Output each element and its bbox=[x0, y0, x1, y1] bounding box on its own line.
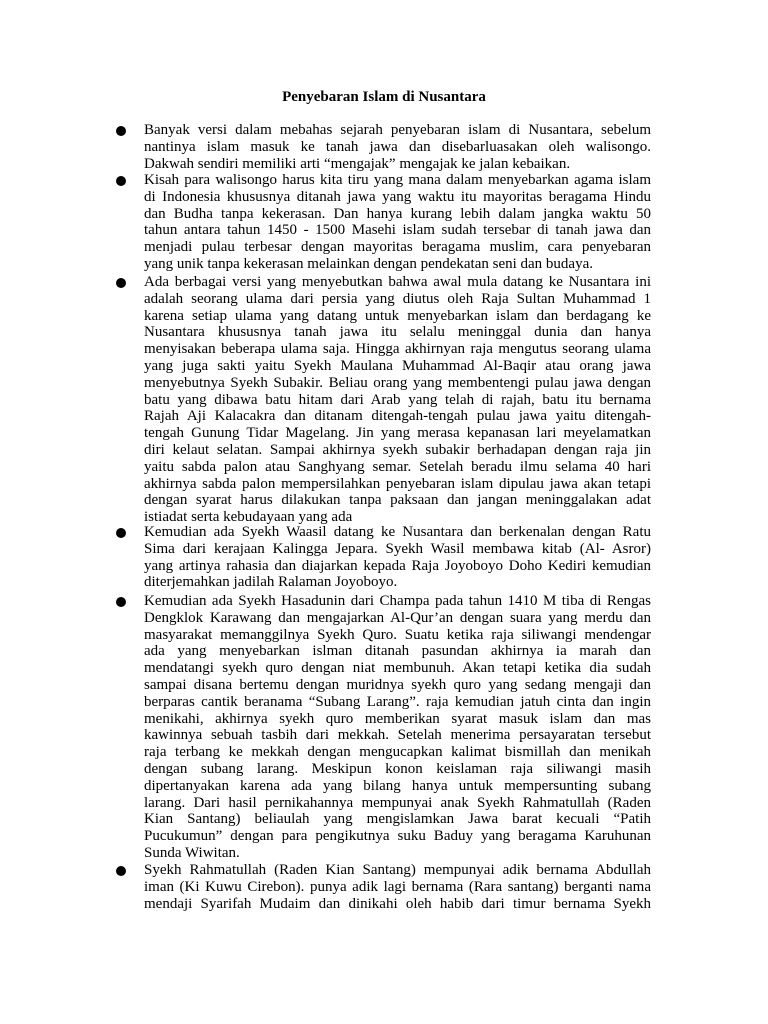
paragraph-line: Kisah para walisongo harus kita tiru yang mana dalam menyebarkan agama islam bbox=[144, 172, 651, 188]
paragraph-line: akhirnya sabda palon mempersilahkan penyebaran islam dipulau jawa akan tetapi bbox=[144, 475, 651, 492]
paragraph-line: Ada berbagai versi yang menyebutkan bahwa awal mula datang ke Nusantara ini bbox=[144, 274, 651, 290]
document-title: Penyebaran Islam di Nusantara bbox=[282, 89, 486, 105]
paragraph-line: yaitu sabda palon atau Sanghyang semar. Setelah beradu ilmu selama 40 hari bbox=[144, 458, 651, 475]
paragraph-line: menikahi, akhirnya syekh quro memberikan syarat masuk islam dan mas bbox=[144, 710, 651, 727]
paragraph-line: dipertanyakan karena ada yang bilang hanya untuk mempersunting subang bbox=[144, 777, 651, 794]
paragraph-line: batu yang dibawa batu hitam dari Arab yang telah di rajah, batu itu bernama bbox=[144, 391, 651, 408]
paragraph-line: Kemudian ada Syekh Hasadunin dari Champa pada tahun 1410 M tiba di Rengas bbox=[144, 593, 651, 609]
paragraph-line: yang artinya rahasia dan diajarkan kepada Raja Joyoboyo Doho Kediri kemudian bbox=[144, 557, 651, 574]
paragraph-line: mendaji Syarifah Mudaim dan dinikahi oleh habib dari timur bernama Syekh bbox=[144, 895, 651, 912]
paragraph-line: dengan syarat harus dilakukan tanpa paksaan dan jangan meninggalakan adat bbox=[144, 492, 651, 509]
paragraph-line: Dengklok Karawang dan mengajarkan Al-Qur’an dengan suara yang merdu dan bbox=[144, 609, 651, 626]
paragraph-line: Nusantara khususnya tanah jawa itu selalu meninggal dunia dan hanya bbox=[144, 324, 651, 341]
paragraph-line: masyarakat memanggilnya Syekh Quro. Suatu ketika raja siliwangi mendengar bbox=[144, 626, 651, 643]
bullet-icon bbox=[116, 528, 126, 538]
paragraph-line: mendatangi syekh quro dengan niat membunuh. Akan tetapi ketika dia sudah bbox=[144, 660, 651, 677]
paragraph-line: Rajah Aji Kalacakra dan ditanam ditengah-tengah pulau jawa yaitu ditengah- bbox=[144, 408, 651, 425]
paragraph-line: Dakwah sendiri memiliki arti “mengajak” mengajak ke jalan kebaikan. bbox=[144, 155, 571, 172]
paragraph-line: berparas cantik beranama “Subang Larang”. raja kemudian jatuh cinta dan ingin bbox=[144, 693, 651, 710]
paragraph-line: menyisakan beberapa ulama saja. Hingga akhirnyan raja mengutus seorang ulama bbox=[144, 341, 651, 358]
paragraph-line: tahun antara tahun 1450 - 1500 Masehi islam sudah tersebar di tanah jawa dan bbox=[144, 222, 651, 239]
paragraph-line: adalah seorang ulama dari persia yang diutus oleh Raja Sultan Muhammad 1 bbox=[144, 290, 651, 307]
bullet-icon bbox=[116, 866, 126, 876]
bullet-icon bbox=[116, 176, 126, 186]
paragraph-line: iman (Ki Kuwu Cirebon). punya adik lagi bernama (Rara santang) berganti nama bbox=[144, 878, 651, 895]
paragraph-line: Kemudian ada Syekh Waasil datang ke Nusantara dan berkenalan dengan Ratu bbox=[144, 524, 651, 540]
paragraph-line: sampai disana bertemu dengan muridnya syekh quro yang sedang mengaji dan bbox=[144, 677, 651, 693]
paragraph-line: Pucukumun” dengan para pengikutnya suku Baduy yang beragama Karuhunan bbox=[144, 828, 651, 845]
paragraph-line: tengah Gunung Tidar Magelang. Jin yang merasa kepanasan lari meyelamatkan bbox=[144, 425, 651, 442]
paragraph-line: menjadi pulau terbesar dengan mayoritas beragama muslim, cara penyebaran bbox=[144, 239, 651, 256]
paragraph-line: larang. Dari hasil pernikahannya mempunyai anak Syekh Rahmatullah (Raden bbox=[144, 794, 651, 811]
paragraph-line: karena setiap ulama yang datang untuk menyebarkan islam dan berdagang ke bbox=[144, 307, 651, 324]
paragraph-line: nantinya islam masuk ke tanah jawa dan disebarluasakan oleh walisongo. bbox=[144, 138, 651, 155]
paragraph-line: Sima dari kerajaan Kalingga Jepara. Syekh Wasil membawa kitab (Al- Asror) bbox=[144, 540, 651, 557]
bullet-icon bbox=[116, 597, 126, 607]
paragraph-line: dan Budha tanpa kekerasan. Dan hanya kurang lebih dalam jangka waktu 50 bbox=[144, 205, 651, 222]
paragraph-line: Sunda Wiwitan. bbox=[144, 845, 240, 861]
paragraph-line: Banyak versi dalam mebahas sejarah penyebaran islam di Nusantara, sebelum bbox=[144, 122, 651, 138]
paragraph-line: dengan subang larang. Meskipun konon keislaman raja siliwangi masih bbox=[144, 761, 651, 777]
paragraph-line: kawinnya sebuah tasbih dari mekkah. Setelah menerima persayaratan tersebut bbox=[144, 727, 651, 744]
paragraph-line: diri kelaut selatan. Sampai akhirnya syekh subakir berhadapan dengan raja jin bbox=[144, 442, 651, 458]
paragraph-line: diterjemahkan jadilah Ralaman Joyoboyo. bbox=[144, 574, 398, 591]
paragraph-line: yang juga sakti yaitu Syekh Maulana Muhammad Al-Baqir atau orang jawa bbox=[144, 358, 651, 374]
paragraph-line: istiadat serta kebudayaan yang ada bbox=[144, 509, 353, 526]
paragraph-line: menyebutnya Syekh Subakir. Beliau orang yang membentengi pulau jawa dengan bbox=[144, 374, 651, 391]
bullet-icon bbox=[116, 278, 126, 288]
paragraph-line: Kian Santang) beliaulah yang mengislamkan Jawa barat kecuali “Patih bbox=[144, 811, 651, 828]
bullet-icon bbox=[116, 126, 126, 136]
paragraph-line: Syekh Rahmatullah (Raden Kian Santang) mempunyai adik bernama Abdullah bbox=[144, 862, 651, 878]
paragraph-line: ada yang menyebarkan islman ditanah pasundan akhirnya ia marah dan bbox=[144, 643, 651, 660]
paragraph-line: yang unik tanpa kekerasan melainkan dengan pendekatan seni dan budaya. bbox=[144, 256, 593, 272]
paragraph-line: raja terbang ke mekkah dengan mengucapkan kalimat bismillah dan menikah bbox=[144, 744, 651, 761]
paragraph-line: di Indonesia khususnya ditanah jawa yang waktu itu mayoritas beragama Hindu bbox=[144, 188, 651, 205]
